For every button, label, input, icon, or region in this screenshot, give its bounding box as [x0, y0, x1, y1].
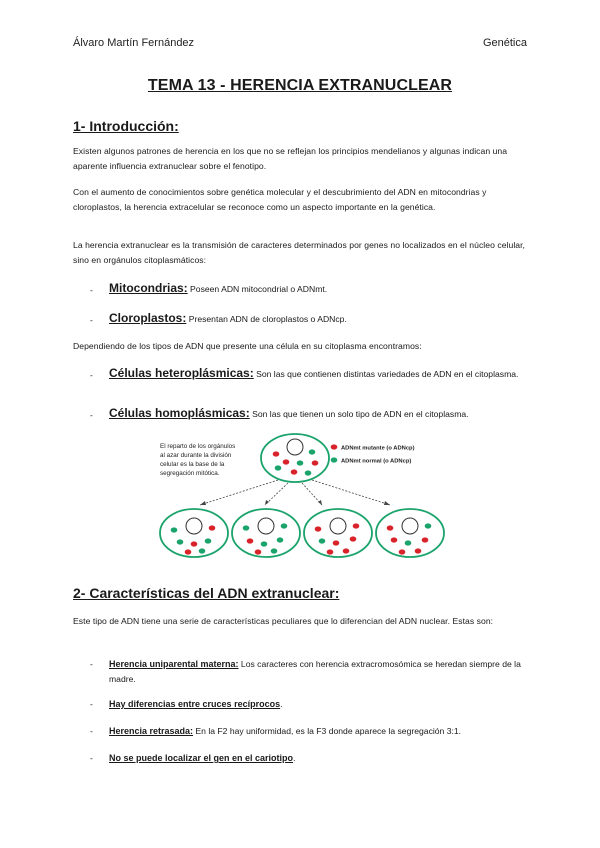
mutant-dna-dot — [191, 541, 198, 546]
term-herencia-retrasada: Herencia retrasada: — [109, 726, 194, 736]
normal-dna-dot — [171, 527, 178, 532]
term-cariotipo: No se puede localizar el gen en el cariotipo — [109, 753, 294, 763]
normal-dna-dot — [271, 548, 278, 553]
section2-paragraph-1: Este tipo de ADN tiene una serie de características peculiares que lo diferencian del ADN nuclear. Estas son: — [73, 616, 494, 626]
mutant-dna-dot — [327, 549, 334, 554]
header-author: Álvaro Martín Fernández — [73, 37, 195, 49]
term-herencia-uniparental: Herencia uniparental materna: — [109, 659, 239, 669]
normal-dna-dot — [425, 523, 432, 528]
normal-dna-dot — [199, 548, 206, 553]
normal-dna-dot — [277, 537, 284, 542]
desc-homoplasmicas: Son las que tienen un solo tipo de ADN en el citoplasma. — [249, 409, 469, 419]
term-cruces-reciprocos: Hay diferencias entre cruces recíprocos — [109, 699, 281, 709]
desc-cruces-reciprocos: . — [280, 699, 283, 709]
desc-cariotipo: . — [293, 753, 296, 763]
bullet-marker: - — [90, 410, 93, 420]
list-item-cruces-reciprocos — [109, 697, 529, 712]
daughter-cell-4 — [376, 509, 444, 557]
list-item-cloroplastos — [109, 311, 529, 327]
mutant-dna-dot — [387, 525, 394, 530]
figure-caption-line: El reparto de los orgánulos — [160, 443, 236, 450]
section1-paragraph-4: Dependiendo de los tipos de ADN que presente una célula en su citoplasma encontramos: — [73, 341, 422, 351]
normal-dna-dot — [309, 449, 316, 454]
normal-dna-dot — [205, 538, 212, 543]
bullet-marker: - — [90, 753, 93, 763]
mutant-dna-dot — [312, 460, 319, 465]
section1-paragraph-2: Con el aumento de conocimientos sobre genética molecular y el descubrimiento del ADN en mitocondrias y cloroplastos, la herencia extracelular se reconoce como un aspecto importante en la genética. — [73, 187, 487, 212]
division-arrows — [200, 480, 390, 505]
mutant-dna-dot — [315, 526, 322, 531]
mutant-dna-dot — [255, 549, 262, 554]
list-item-heteroplasmicas — [109, 366, 529, 382]
desc-heteroplasmicas: Son las que contienen distintas variedades de ADN en el citoplasma. — [253, 369, 519, 379]
bullet-marker: - — [90, 699, 93, 709]
section1-paragraph-1: Existen algunos patrones de herencia en los que no se reflejan los principios mendelianos y algunas indican una aparente influencia extranuclear sobre el fenotipo. — [73, 146, 508, 171]
mutant-dna-dot — [273, 451, 280, 456]
term-heteroplasmicas: Células heteroplásmicas: — [109, 366, 254, 380]
bullet-marker: - — [90, 370, 93, 380]
term-homoplasmicas: Células homoplásmicas: — [109, 406, 250, 420]
legend-mutant-swatch — [331, 444, 338, 449]
daughter-cell-3 — [304, 509, 372, 557]
mutant-dna-dot — [343, 548, 350, 553]
normal-dna-dot — [405, 540, 412, 545]
list-item-cariotipo — [109, 751, 529, 766]
mutant-dna-dot — [399, 549, 406, 554]
term-cloroplastos: Cloroplastos: — [109, 311, 187, 325]
section1-heading: 1- Introducción: — [73, 118, 179, 134]
desc-herencia-uniparental: Los caracteres con herencia extracromosómica se heredan siempre de la madre. — [109, 659, 521, 684]
mutant-dna-dot — [391, 537, 398, 542]
bullet-marker: - — [90, 726, 93, 736]
term-mitocondrias: Mitocondrias: — [109, 281, 188, 295]
mutant-dna-dot — [422, 537, 429, 542]
header-subject: Genética — [482, 37, 527, 49]
mutant-dna-dot — [353, 523, 360, 528]
figure-caption-line: al azar durante la división — [160, 452, 232, 459]
mutant-dna-dot — [247, 538, 254, 543]
normal-dna-dot — [275, 465, 282, 470]
normal-dna-dot — [305, 470, 312, 475]
legend-mutant-label: ADNmt mutante (o ADNcp) — [341, 445, 415, 452]
bullet-marker: - — [90, 315, 93, 325]
mutant-dna-dot — [415, 548, 422, 553]
parent-cell — [261, 434, 329, 482]
normal-dna-dot — [177, 539, 184, 544]
bullet-marker: - — [90, 285, 93, 295]
figure-caption-line: celular es la base de la — [160, 461, 225, 468]
normal-dna-dot — [261, 541, 268, 546]
desc-herencia-retrasada: En la F2 hay uniformidad, es la F3 donde aparece la segregación 3:1. — [193, 726, 462, 736]
bullet-marker: - — [90, 659, 93, 669]
normal-dna-dot — [319, 538, 326, 543]
mutant-dna-dot — [291, 469, 298, 474]
normal-dna-dot — [281, 523, 288, 528]
list-item-mitocondrias — [109, 281, 529, 297]
section2-heading: 2- Características del ADN extranuclear: — [73, 585, 340, 601]
mutant-dna-dot — [333, 540, 340, 545]
figure-caption-line: segregación mitótica. — [160, 470, 220, 477]
legend-normal-swatch — [331, 457, 338, 462]
list-item-herencia-retrasada — [109, 724, 529, 739]
list-item-herencia-uniparental — [109, 657, 529, 687]
mutant-dna-dot — [283, 459, 290, 464]
daughter-cell-1 — [160, 509, 228, 557]
normal-dna-dot — [243, 525, 250, 530]
section1-paragraph-3: La herencia extranuclear es la transmisión de caracteres determinados por genes no localizados en el núcleo celular, sino en orgánulos citoplasmáticos: — [73, 240, 525, 265]
segregation-figure — [150, 430, 450, 565]
daughter-cell-2 — [232, 509, 300, 557]
list-item-homoplasmicas — [109, 406, 529, 422]
mutant-dna-dot — [209, 525, 216, 530]
desc-mitocondrias: Poseen ADN mitocondrial o ADNmt. — [187, 284, 328, 294]
page-title: TEMA 13 - HERENCIA EXTRANUCLEAR — [147, 77, 453, 94]
mutant-dna-dot — [185, 549, 192, 554]
legend-normal-label: ADNmt normal (o ADNcp) — [341, 458, 412, 465]
desc-cloroplastos: Presentan ADN de cloroplastos o ADNcp. — [186, 314, 347, 324]
mutant-dna-dot — [350, 536, 357, 541]
normal-dna-dot — [297, 460, 304, 465]
